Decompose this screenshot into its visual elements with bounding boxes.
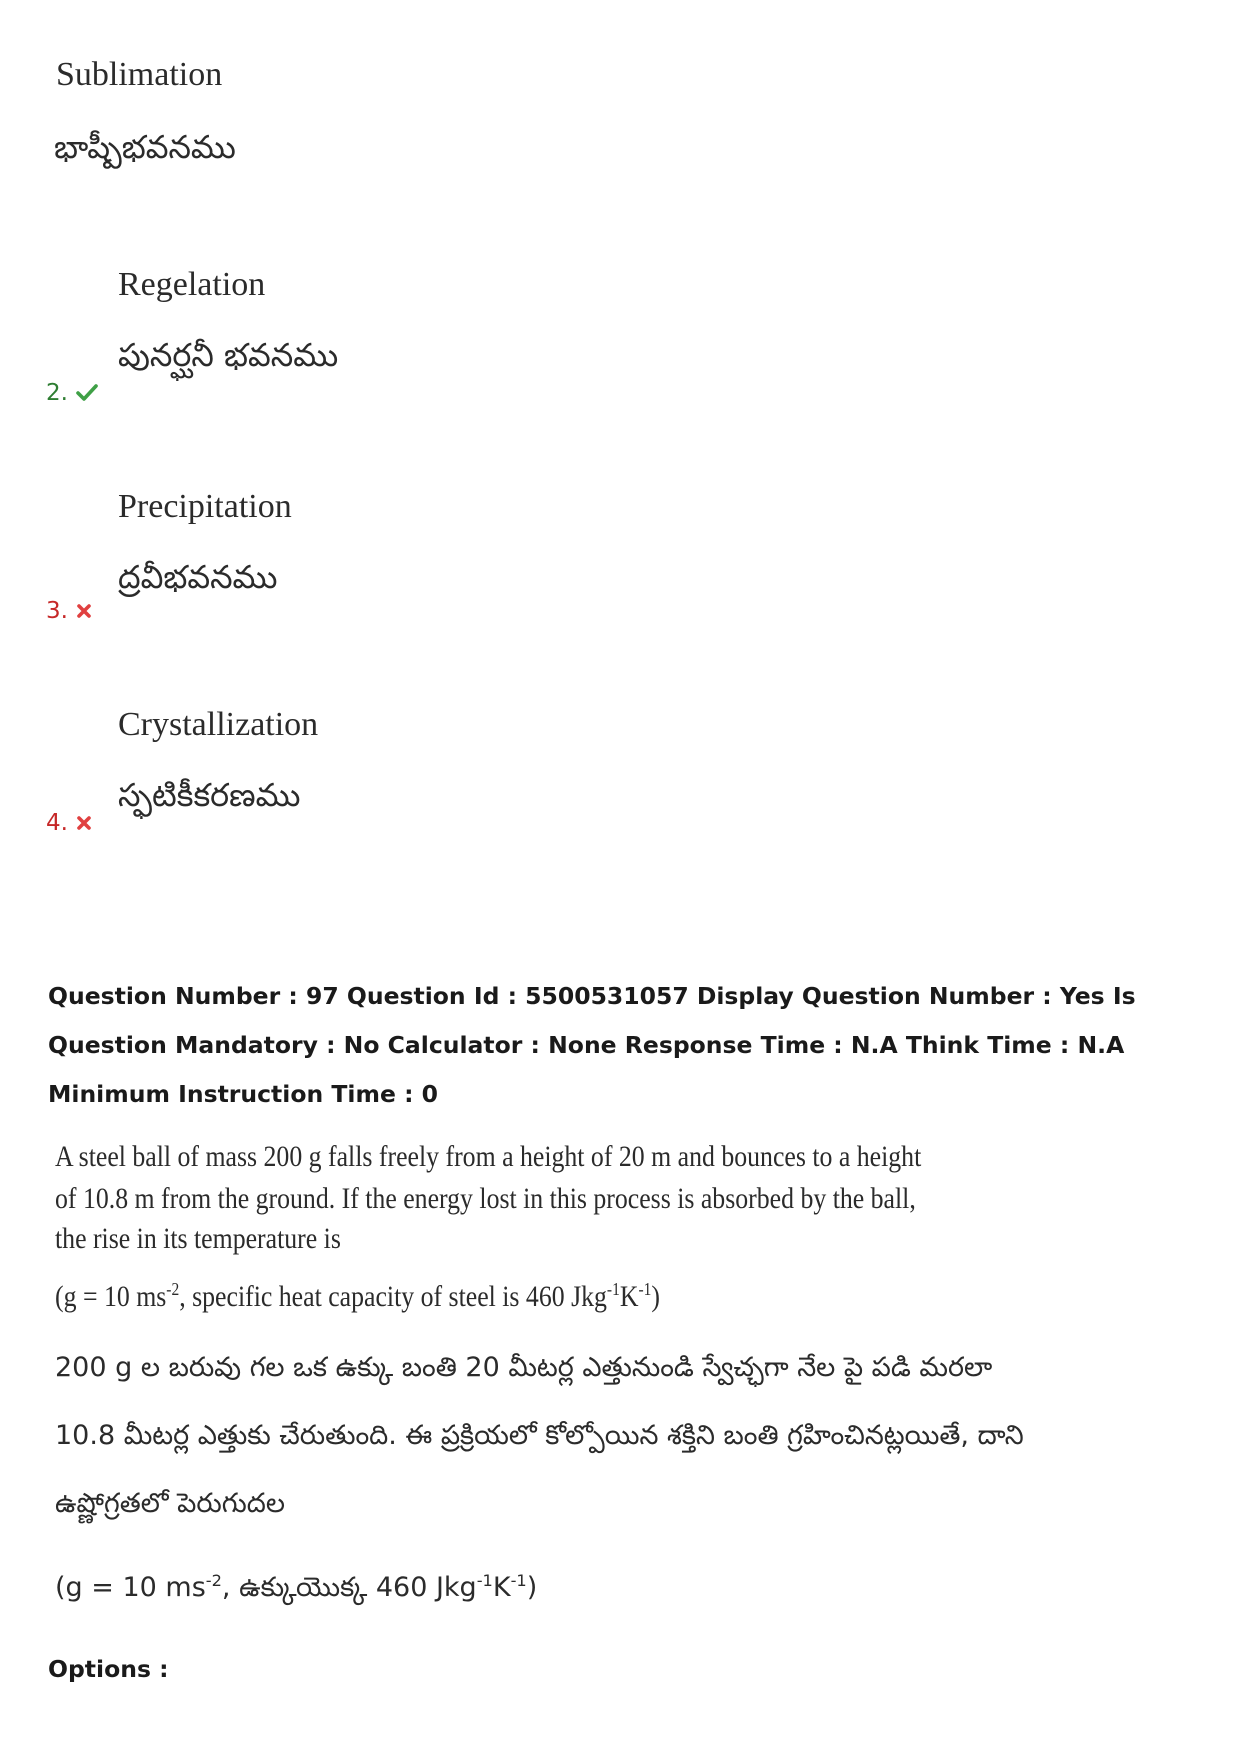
option-2-number: 2. (46, 380, 68, 406)
given-close: ) (651, 1280, 660, 1313)
question-english-line-1: A steel ball of mass 200 g falls freely from a height of 20 m and bounces to a height (55, 1140, 922, 1173)
telugu-given-specific-heat: , ఉక్కుయొక్క 460 Jkg (221, 1572, 477, 1603)
question-english-line-3: the rise in its temperature is (55, 1222, 341, 1255)
question-telugu-line-1: 200 g ల బరువు గల ఒక ఉక్కు బంతి 20 మీటర్ల ఎత్తునుండి స్వేచ్ఛగా నేల పై పడి మరలా (55, 1352, 993, 1383)
telugu-given-g: (g = 10 ms (55, 1572, 206, 1603)
question-telugu-given (55, 1572, 537, 1610)
telugu-given-k-exponent: -1 (510, 1571, 527, 1590)
telugu-given-close: ) (526, 1572, 538, 1603)
question-meta: Question Number : 97 Question Id : 5500531057 Display Question Number : Yes Is Question Mandatory : No Calculator : None Response Time : N.A Think Time : N.A Minimum Instruction Time : 0 (48, 982, 1136, 1108)
option-1-telugu: భాష్పీభవనము (54, 128, 236, 166)
cross-icon (76, 815, 92, 831)
option-3-english: Precipitation (118, 488, 292, 525)
question-telugu-line-3: ఉష్ణోగ్రతలో పెరుగుదల (55, 1488, 285, 1519)
option-2-telugu: పునర్ఘనీ భవనము (118, 336, 339, 374)
option-4-number: 4. (46, 810, 68, 836)
option-1-english: Sublimation (56, 56, 223, 93)
option-2-marker (46, 380, 98, 406)
option-4-telugu: స్ఫటికీకరణము (118, 776, 301, 814)
question-english-given (55, 1280, 660, 1314)
options-label: Options : (48, 1655, 169, 1683)
telugu-given-k: K (492, 1572, 511, 1603)
option-2-english: Regelation (118, 266, 266, 303)
given-specific-heat: , specific heat capacity of steel is 460 Jkg (179, 1280, 607, 1313)
given-g: (g = 10 ms (55, 1280, 167, 1313)
option-3-telugu: ద్రవీభవనము (118, 558, 278, 596)
check-icon (76, 384, 98, 402)
telugu-given-g-exponent: -2 (205, 1571, 222, 1590)
question-telugu-line-2: 10.8 మీటర్ల ఎత్తుకు చేరుతుంది. ఈ ప్రక్రియలో కోల్పోయిన శక్తిని బంతి గ్రహించినట్లయితే, దాని (55, 1420, 1024, 1451)
telugu-given-kg-exponent: -1 (476, 1571, 493, 1590)
option-3-marker (46, 598, 92, 624)
given-k: K (619, 1280, 639, 1313)
option-4-marker (46, 810, 92, 836)
given-k-exponent: -1 (638, 1279, 652, 1299)
option-4-english: Crystallization (118, 706, 319, 743)
given-g-exponent: -2 (166, 1279, 180, 1299)
question-english-line-2: of 10.8 m from the ground. If the energy lost in this process is absorbed by the ball, (55, 1182, 916, 1215)
option-3-number: 3. (46, 598, 68, 624)
given-kg-exponent: -1 (606, 1279, 620, 1299)
cross-icon (76, 603, 92, 619)
